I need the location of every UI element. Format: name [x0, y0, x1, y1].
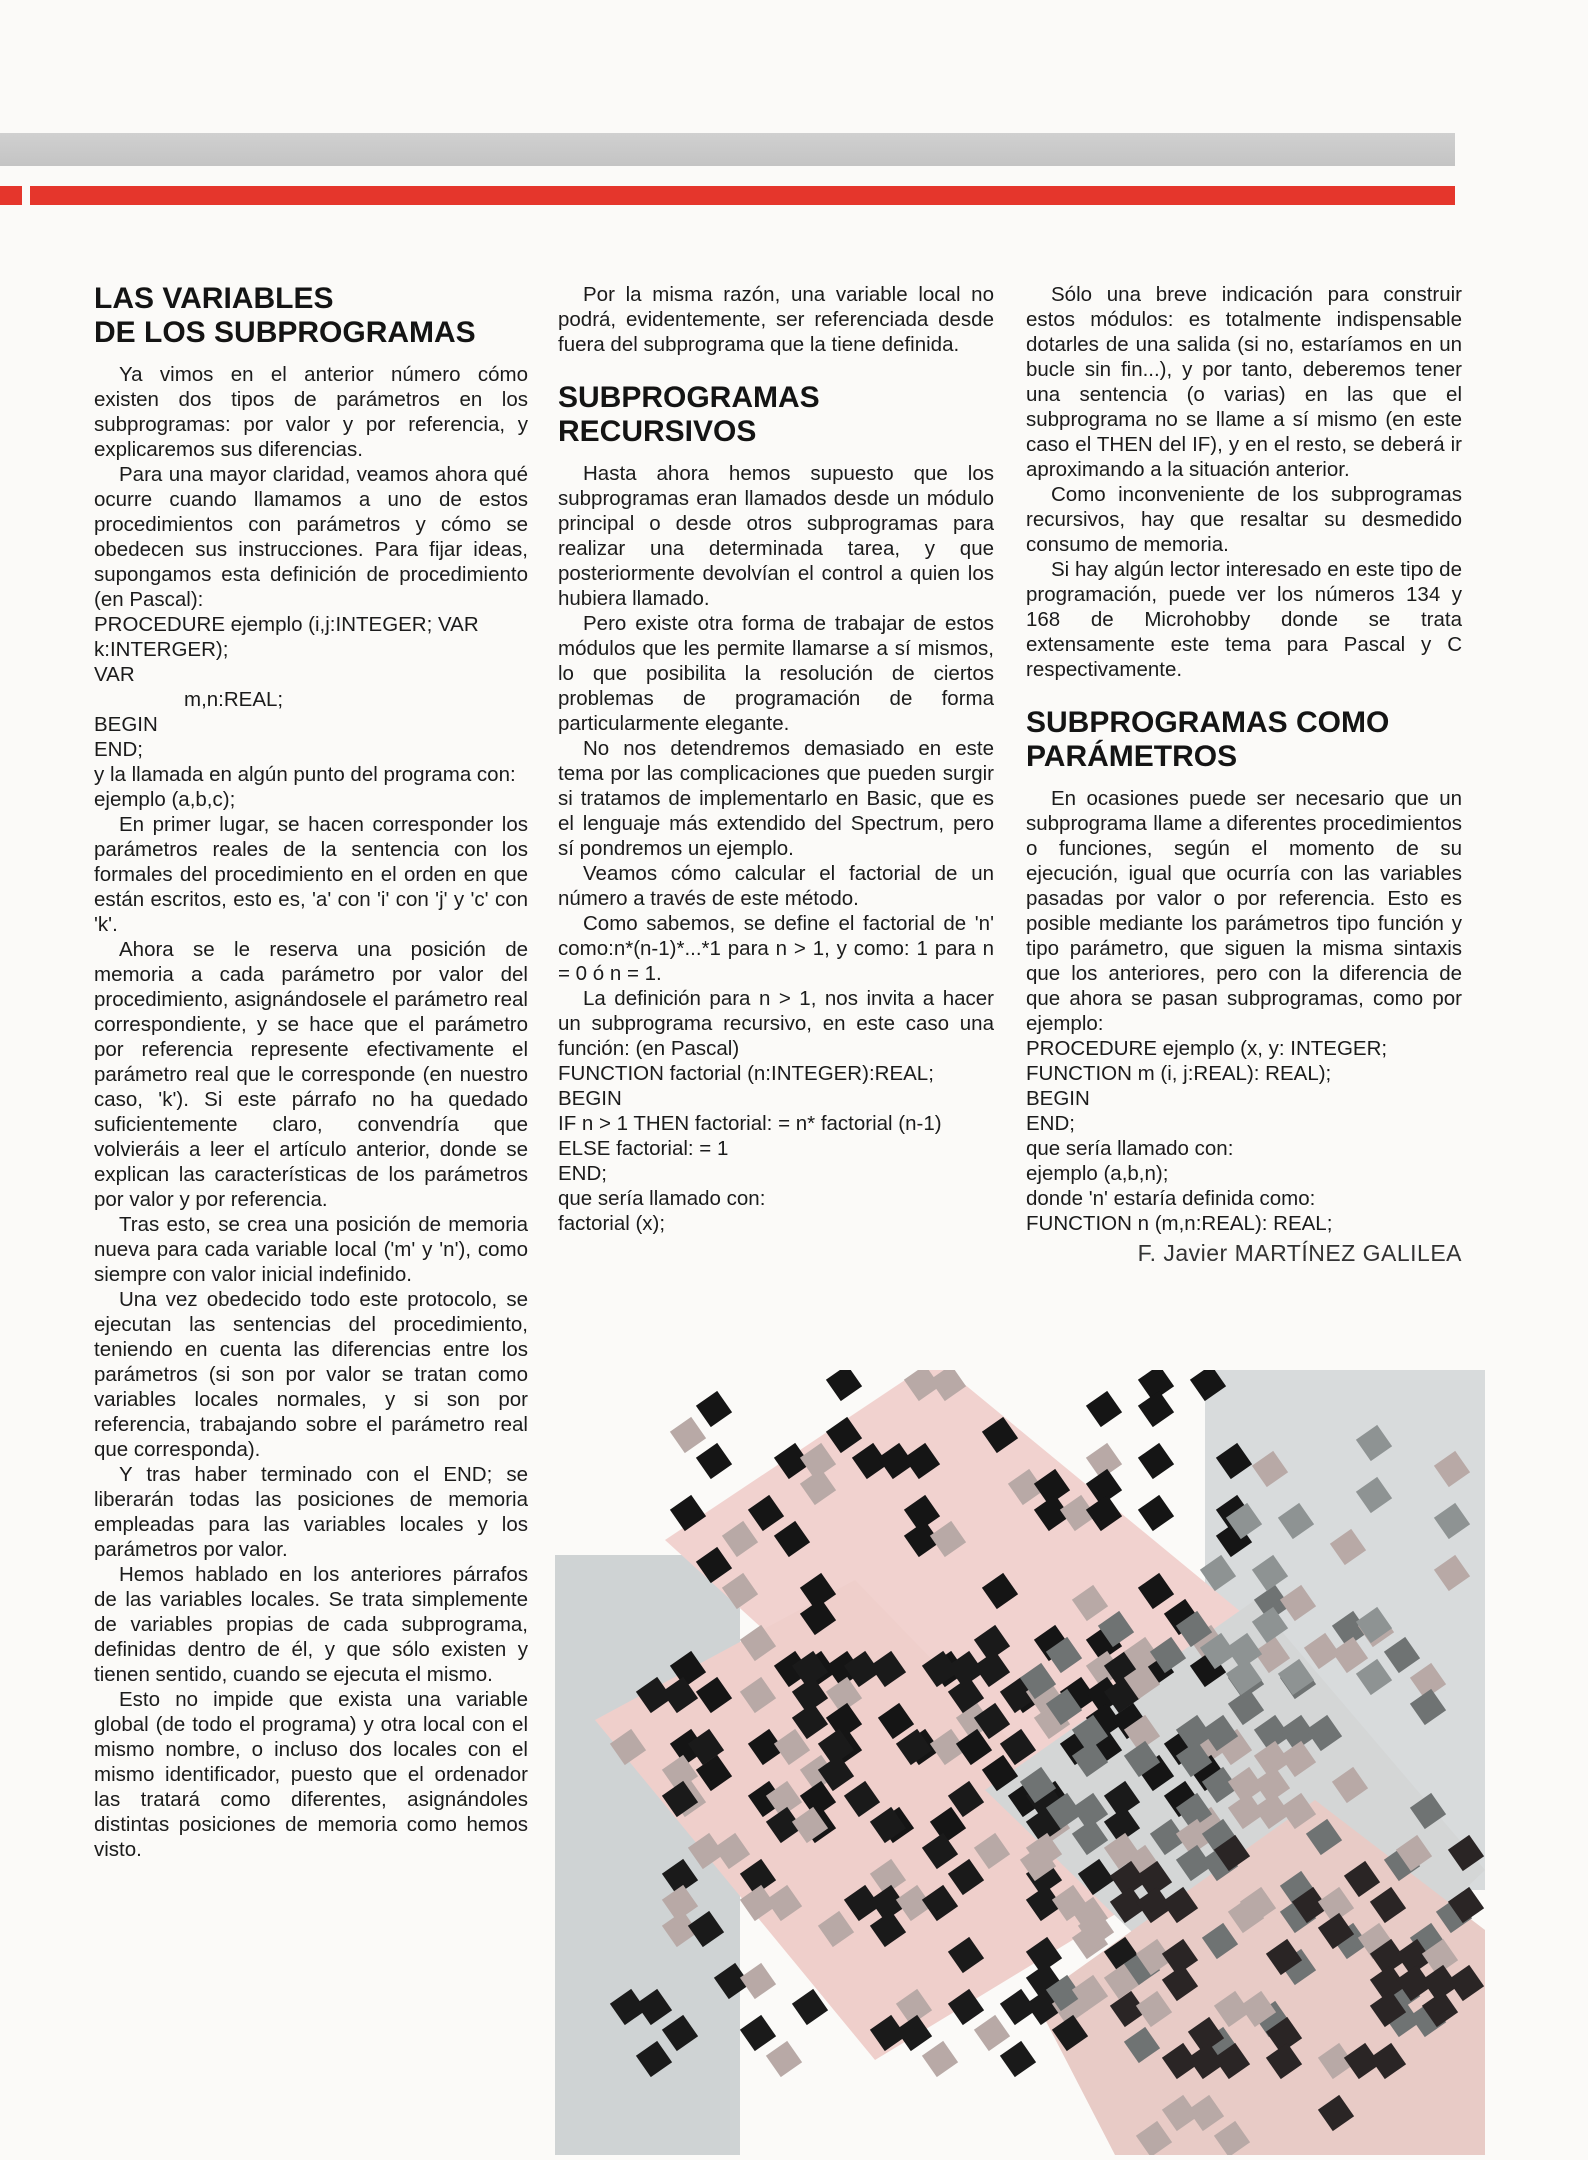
art-pixel — [740, 1963, 776, 1999]
paragraph: Ahora se le reserva una posición de memoria a cada parámetro por valor del procedimiento, asignándosele el parámetro real correspondiente, y se hace que el parámetro por referencia represente efectivamente el parámetro real que le corresponde (en nuestro caso, 'k'). Si este párrafo no ha quedado suficientemente claro, convendría que volvieráis a leer el artículo anterior, donde se explican las características de los parámetros por valor y por referencia. — [94, 938, 528, 1211]
paragraph: Tras esto, se crea una posición de memoria nueva para cada variable local ('m' y 'n'), como siempre con valor inicial indefinido. — [94, 1213, 528, 1286]
paragraph: Para una mayor claridad, veamos ahora qué ocurre cuando llamamos a uno de estos procedimientos con parámetros y cómo se obedecen sus instrucciones. Para fijar ideas, supongamos esta definición de procedimiento (en Pascal): — [94, 463, 528, 611]
paragraph: No nos detendremos demasiado en este tema por las complicaciones que pueden surgir si tratamos de implementarlo en Basic, que es el lenguaje más extendido del Spectrum, pero sí pondremos un ejemplo. — [558, 737, 994, 860]
art-pixel — [974, 2015, 1010, 2051]
paragraph: Sólo una breve indicación para construir estos módulos: es totalmente indispensable dotarles de una salida (si no, estaríamos en un bucle sin fin...), y por tanto, deberemos tener una sentencia (o varias) en las que el subprograma no se llame a sí mismo (en este caso el THEN del IF), y en el resto, se deberá ir aproximando a la situación anterior. — [1026, 283, 1462, 481]
paragraph: La definición para n > 1, nos invita a hacer un subprograma recursivo, en este caso una función: (en Pascal) — [558, 987, 994, 1060]
code-line: que sería llamado con: — [558, 1187, 766, 1210]
heading-subprogramas-recursivos — [558, 381, 994, 449]
code-line: PROCEDURE ejemplo (x, y: INTEGER; — [1026, 1037, 1388, 1060]
code-line: donde 'n' estaría definida como: — [1026, 1187, 1316, 1210]
heading-line: PARÁMETROS — [1026, 740, 1238, 773]
code-line: BEGIN — [1026, 1087, 1090, 1110]
code-line: factorial (x); — [558, 1212, 666, 1235]
code-line: FUNCTION n (m,n:REAL): REAL; — [1026, 1212, 1333, 1235]
code-line: BEGIN — [558, 1087, 622, 1110]
code-line: ejemplo (a,b,c); — [94, 788, 236, 811]
author-byline: F. Javier MARTÍNEZ GALILEA — [1137, 1240, 1462, 1266]
paragraph-intro: Por la misma razón, una variable local no podrá, evidentemente, ser referenciada desde fuera del subprograma que la tiene definida. — [558, 283, 994, 356]
code-line: y la llamada en algún punto del programa con: — [94, 763, 516, 786]
art-pixel — [1000, 2041, 1036, 2077]
art-pixel — [740, 2015, 776, 2051]
code-line: END; — [1026, 1112, 1075, 1135]
edge-mark-red — [0, 186, 22, 205]
code-line: IF n > 1 THEN factorial: = n* factorial (n-1) — [558, 1112, 942, 1135]
art-pixel — [696, 1443, 732, 1479]
column-1 — [94, 282, 528, 1862]
column-3 — [1026, 282, 1462, 1267]
code-line: m,n:REAL; — [184, 688, 284, 711]
heading-line: SUBPROGRAMAS COMO — [1026, 706, 1390, 739]
art-pixel — [1138, 1391, 1174, 1427]
art-pixel — [826, 1370, 862, 1401]
column-2-body — [558, 461, 994, 1236]
code-line: FUNCTION m (i, j:REAL): REAL); — [1026, 1062, 1332, 1085]
paragraph: En ocasiones puede ser necesario que un subprograma llame a diferentes procedimientos o funciones, según el momento de su ejecución, igual que ocurría con las variables pasadas por valor o por referencia. Esto es posible mediante los parámetros tipo función y tipo parámetro, que siguen la misma sintaxis que los anteriores, pero con la diferencia de que ahora se pasan subprogramas, como por ejemplo: — [1026, 787, 1462, 1035]
paragraph: Esto no impide que exista una variable global (de todo el programa) y otra local con el mismo nombre, o incluso dos locales con el mismo identificador, puesto que el ordenador las tratará como diferentes, asignándoles distintas posiciones de memoria como hemos visto. — [94, 1688, 528, 1861]
column-3-body-b — [1026, 786, 1462, 1236]
paragraph: Una vez obedecido todo este protocolo, se ejecutan las sentencias del procedimiento, teniendo en cuenta las diferencias entre los parámetros (si son por valor se tratan como variables locales normales, y si son por referencia, trabajando sobre el parámetro real que corresponda). — [94, 1288, 528, 1461]
art-pixel — [766, 2041, 802, 2077]
paragraph: Hemos hablado en los anteriores párrafos de las variables locales. Se trata simplemente de variables propias de cada subprograma, definidas dentro de él, y que sólo existen y tienen sentido, cuando se ejecuta el mismo. — [94, 1563, 528, 1686]
paragraph: En primer lugar, se hacen corresponder los parámetros reales de la sentencia con los formales del procedimiento en el orden en que están escritos, esto es, 'a' con 'i' con 'j' y 'c' con 'k'. — [94, 813, 528, 936]
art-pixel — [1138, 1443, 1174, 1479]
column-3-body — [1026, 282, 1462, 682]
code-line: END; — [94, 738, 143, 761]
heading-line: RECURSIVOS — [558, 415, 757, 448]
art-pixel — [670, 1417, 706, 1453]
pixel-art-illustration — [555, 1370, 1485, 2155]
code-line: VAR — [94, 663, 135, 686]
column-1-body — [94, 362, 528, 1862]
art-pixel — [1138, 1495, 1174, 1531]
code-line: END; — [558, 1162, 607, 1185]
art-pixel — [696, 1391, 732, 1427]
code-line: que sería llamado con: — [1026, 1137, 1234, 1160]
paragraph: Y tras haber terminado con el END; se liberarán todas las posiciones de memoria empleadas para las variables locales y los parámetros por valor. — [94, 1463, 528, 1561]
header-gray-band — [0, 133, 1455, 166]
paragraph: Hasta ahora hemos supuesto que los subprogramas eran llamados desde un módulo principal o desde otros subprogramas para realizar una determinada tarea, y que posteriormente devolvían el control a quien los hubiera llamado. — [558, 462, 994, 610]
paragraph: Veamos cómo calcular el factorial de un número a través de este método. — [558, 862, 994, 910]
code-line: BEGIN — [94, 713, 158, 736]
heading-line: LAS VARIABLES — [94, 282, 334, 315]
paragraph: Pero existe otra forma de trabajar de estos módulos que les permite llamarse a sí mismos, lo que posibilita la resolución de ciertos problemas de programación de forma particularmente elegante. — [558, 612, 994, 735]
heading-variables-subprogramas — [94, 282, 528, 350]
heading-subprogramas-como-parametros — [1026, 706, 1462, 774]
heading-line: DE LOS SUBPROGRAMAS — [94, 316, 476, 349]
art-pixel — [1086, 1391, 1122, 1427]
header-red-band — [30, 186, 1455, 205]
code-line: ELSE factorial: = 1 — [558, 1137, 729, 1160]
code-line: FUNCTION factorial (n:INTEGER):REAL; — [558, 1062, 934, 1085]
column-2 — [558, 282, 994, 1236]
paragraph: Como inconveniente de los subprogramas recursivos, hay que resaltar su desmedido consumo de memoria. — [1026, 483, 1462, 556]
heading-line: SUBPROGRAMAS — [558, 381, 820, 414]
paragraph: Como sabemos, se define el factorial de 'n' como:n*(n-1)*...*1 para n > 1, y como: 1 para n = 0 ó n = 1. — [558, 912, 994, 985]
code-line: PROCEDURE ejemplo (i,j:INTEGER; VAR k:INTERGER); — [94, 613, 479, 661]
code-line: ejemplo (a,b,n); — [1026, 1162, 1169, 1185]
paragraph: Ya vimos en el anterior número cómo existen dos tipos de parámetros en los subprogramas: por valor y por referencia, y explicaremos sus diferencias. — [94, 363, 528, 461]
art-pixel — [922, 2041, 958, 2077]
paragraph: Si hay algún lector interesado en este tipo de programación, puede ver los números 134 y 168 de Microhobby donde se trata extensamente este tema para Pascal y C respectivamente. — [1026, 558, 1462, 681]
